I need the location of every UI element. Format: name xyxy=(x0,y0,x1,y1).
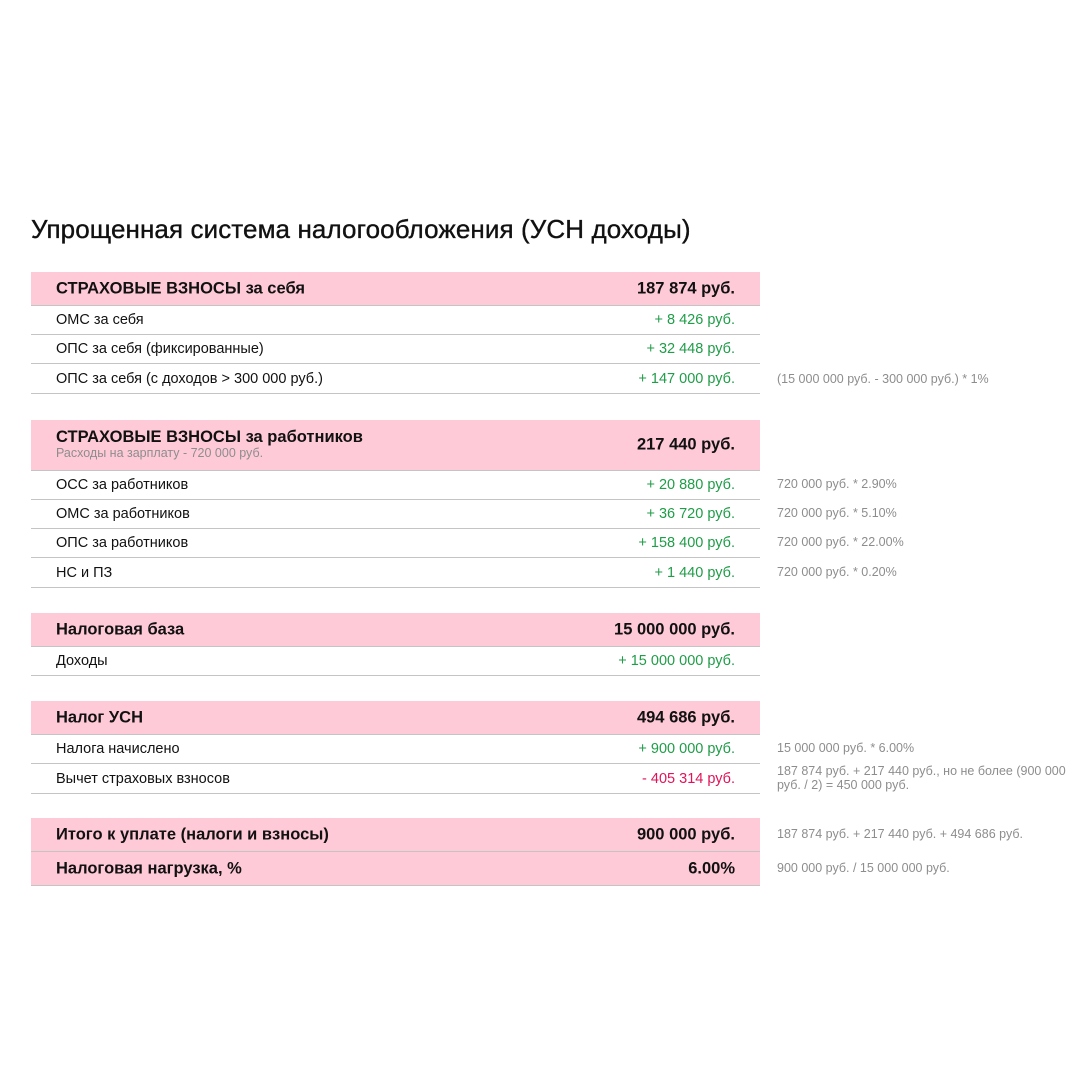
table-row xyxy=(31,764,760,794)
section-header-label: Налог УСН xyxy=(56,708,143,726)
row-value: + 158 400 руб. xyxy=(638,535,735,551)
table-row xyxy=(31,335,760,364)
section-tax-base xyxy=(31,613,760,676)
total-row xyxy=(31,818,760,852)
table-row xyxy=(31,306,760,335)
page-title: Упрощенная система налогообложения (УСН доходы) xyxy=(31,214,691,244)
section-header-text xyxy=(56,428,363,461)
row-label: ОСС за работников xyxy=(56,477,189,493)
row-label: ОПС за себя (с доходов > 300 000 руб.) xyxy=(56,370,323,387)
section-header-sublabel: Расходы на зарплату - 720 000 руб. xyxy=(56,446,264,460)
section-header xyxy=(31,272,760,306)
formula-note: 187 874 руб. + 217 440 руб. + 494 686 руб. xyxy=(777,827,1023,841)
row-label: Вычет страховых взносов xyxy=(56,770,230,787)
formula-note: 187 874 руб. + 217 440 руб., но не более (900 000 руб. / 2) = 450 000 руб. xyxy=(777,764,1066,792)
section-header-label: Налоговая база xyxy=(56,620,185,638)
row-label: Налога начислено xyxy=(56,741,180,757)
row-value: + 900 000 руб. xyxy=(638,741,735,757)
section-header-value: 217 440 руб. xyxy=(636,435,735,454)
row-value: - 405 314 руб. xyxy=(642,770,735,787)
row-value: + 32 448 руб. xyxy=(646,341,735,357)
section-header-label: СТРАХОВЫЕ ВЗНОСЫ за себя xyxy=(56,279,306,297)
section-header-value: 494 686 руб. xyxy=(636,708,735,726)
section-header-label: СТРАХОВЫЕ ВЗНОСЫ за работников xyxy=(56,428,363,446)
table-row xyxy=(31,500,760,529)
tax-burden-label: Налоговая нагрузка, % xyxy=(56,859,242,877)
row-value: + 36 720 руб. xyxy=(646,506,735,522)
formula-note: 720 000 руб. * 2.90% xyxy=(777,477,897,491)
formula-note: 720 000 руб. * 22.00% xyxy=(777,535,904,549)
tax-burden-row xyxy=(31,852,760,886)
table-row xyxy=(31,471,760,500)
row-value: + 20 880 руб. xyxy=(646,477,735,493)
table-row xyxy=(31,364,760,394)
section-header xyxy=(31,613,760,647)
formula-note: 15 000 000 руб. * 6.00% xyxy=(777,741,915,755)
row-value: + 147 000 руб. xyxy=(638,370,735,387)
row-value: + 8 426 руб. xyxy=(654,312,735,328)
section-usn-tax xyxy=(31,701,760,794)
row-value: + 1 440 руб. xyxy=(654,564,735,581)
formula-note: 900 000 руб. / 15 000 000 руб. xyxy=(777,861,950,875)
table-row xyxy=(31,735,760,764)
section-self-contributions xyxy=(31,272,760,394)
table-row xyxy=(31,647,760,676)
formula-note: 720 000 руб. * 5.10% xyxy=(777,506,897,520)
table-row xyxy=(31,529,760,558)
row-label: ОПС за работников xyxy=(56,535,189,551)
total-value: 900 000 руб. xyxy=(636,825,735,843)
section-totals xyxy=(31,818,760,886)
section-header-value: 187 874 руб. xyxy=(636,279,735,297)
formula-note: 720 000 руб. * 0.20% xyxy=(777,565,897,579)
formula-note: (15 000 000 руб. - 300 000 руб.) * 1% xyxy=(777,372,989,386)
row-label: ОМС за работников xyxy=(56,506,190,522)
tax-burden-value: 6.00% xyxy=(688,859,735,877)
row-label: ОПС за себя (фиксированные) xyxy=(56,341,264,357)
row-value: + 15 000 000 руб. xyxy=(618,653,735,669)
section-header xyxy=(31,701,760,735)
row-label: НС и ПЗ xyxy=(56,564,113,581)
row-label: Доходы xyxy=(56,653,108,669)
total-label: Итого к уплате (налоги и взносы) xyxy=(56,825,329,843)
table-row xyxy=(31,558,760,588)
section-header xyxy=(31,420,760,471)
row-label: ОМС за себя xyxy=(56,312,144,328)
section-header-value: 15 000 000 руб. xyxy=(614,620,735,638)
section-employee-contributions xyxy=(31,420,760,588)
